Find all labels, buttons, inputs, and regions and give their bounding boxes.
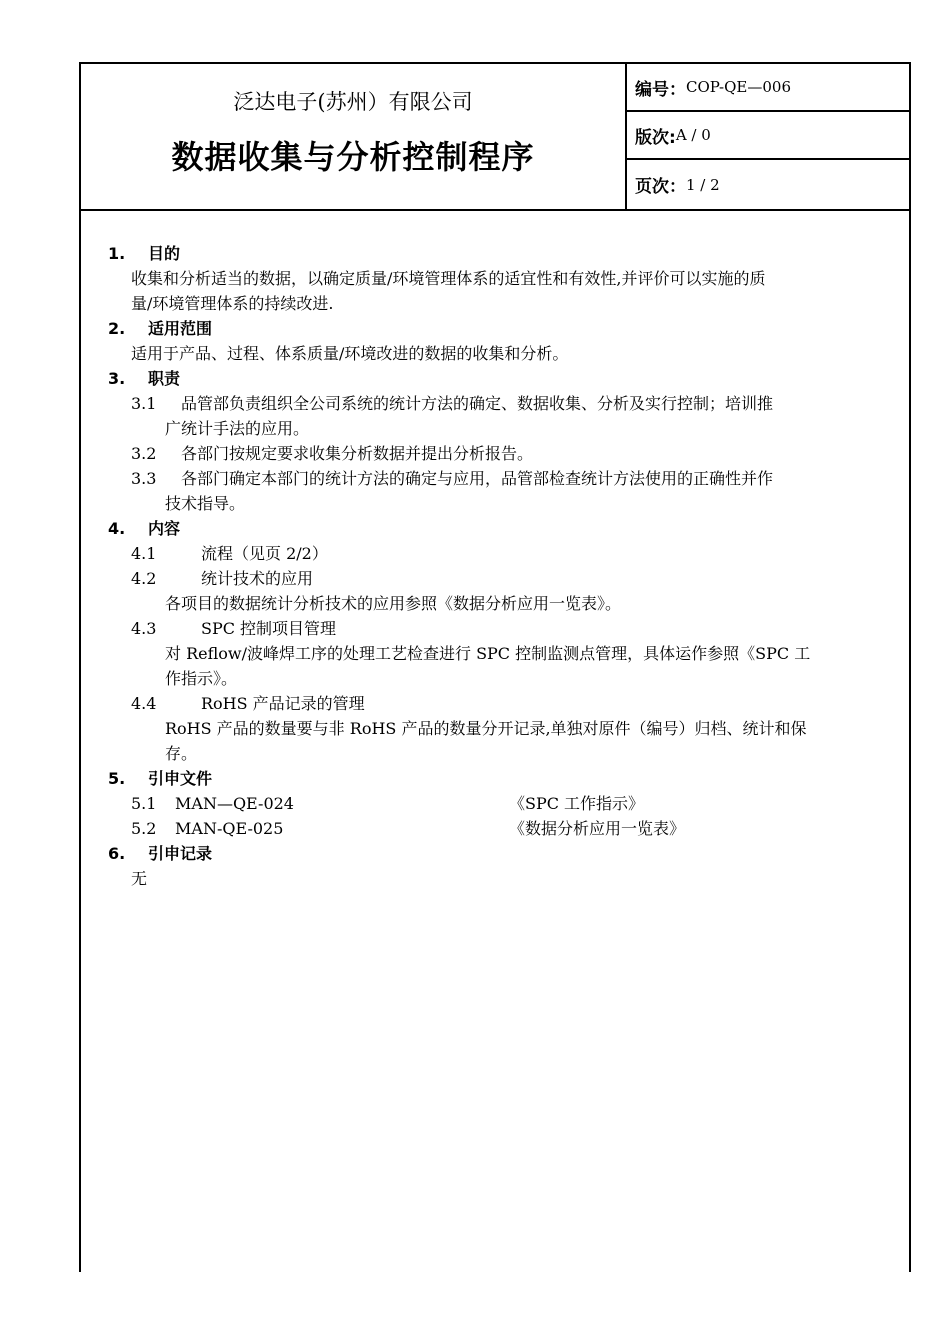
doc-version-label: 版次: <box>635 127 676 148</box>
doc-code-label: 编号： <box>635 79 686 100</box>
doc-page-value: 1 / 2 <box>686 175 720 194</box>
list-item: 3.1 品管部负责组织全公司系统的统计方法的确定、数据收集、分析及实行控制；培训推 <box>131 394 774 413</box>
doc-page-label: 页次： <box>635 177 686 197</box>
purpose-text: 收集和分析适当的数据，以确定质量/环境管理体系的适宜性和有效性,并评价可以实施的质 <box>131 269 766 288</box>
list-item-detail: RoHS 产品的数量要与非 RoHS 产品的数量分开记录,单独对原件（编号）归档、统计和保 <box>165 719 807 738</box>
list-item-cont: 广统计手法的应用。 <box>165 419 310 438</box>
doc-code-value: COP-QE—006 <box>686 78 791 96</box>
scope-text: 适用于产品、过程、体系质量/环境改进的数据的收集和分析。 <box>131 344 569 363</box>
doc-page-cell <box>627 160 909 209</box>
list-item: 3.3 各部门确定本部门的统计方法的确定与应用，品管部检查统计方法使用的正确性并作 <box>131 469 774 488</box>
section-heading-content: 4. 内容 <box>108 519 181 538</box>
reference-row: 5.2 MAN-QE-025 《数据分析应用一览表》 <box>131 819 686 838</box>
list-item: 3.2 各部门按规定要求收集分析数据并提出分析报告。 <box>131 444 534 463</box>
document-header <box>81 64 909 211</box>
doc-version-cell <box>627 112 909 160</box>
section-heading-scope: 2. 适用范围 <box>108 319 213 338</box>
doc-code-cell <box>627 64 909 112</box>
list-item: 4.1 流程（见页 2/2） <box>131 544 328 563</box>
list-item: 4.3 SPC 控制项目管理 <box>131 619 337 638</box>
document-frame <box>79 62 911 1272</box>
records-text: 无 <box>131 869 148 888</box>
company-name: 泛达电子(苏州）有限公司 <box>233 90 473 114</box>
list-item-detail-cont: 存。 <box>165 744 198 763</box>
section-heading-purpose: 1. 目的 <box>108 244 181 263</box>
list-item-detail: 各项目的数据统计分析技术的应用参照《数据分析应用一览表》。 <box>165 594 622 613</box>
reference-row: 5.1 MAN—QE-024 《SPC 工作指示》 <box>131 794 645 813</box>
list-item: 4.4 RoHS 产品记录的管理 <box>131 694 365 713</box>
header-title-block <box>81 64 627 209</box>
list-item: 4.2 统计技术的应用 <box>131 569 314 588</box>
list-item-cont: 技术指导。 <box>165 494 246 513</box>
list-item-detail: 对 Reflow/波峰焊工序的处理工艺检查进行 SPC 控制监测点管理，具体运作参照《SPC 工 <box>165 644 811 663</box>
list-item-detail-cont: 作指示》。 <box>165 669 238 688</box>
section-heading-records: 6. 引申记录 <box>108 844 213 863</box>
purpose-text-cont: 量/环境管理体系的持续改进. <box>131 294 334 313</box>
section-heading-responsibility: 3. 职责 <box>108 369 181 388</box>
section-heading-references: 5. 引申文件 <box>108 769 213 788</box>
document-title: 数据收集与分析控制程序 <box>171 138 535 176</box>
doc-version-value: A / 0 <box>675 126 711 144</box>
